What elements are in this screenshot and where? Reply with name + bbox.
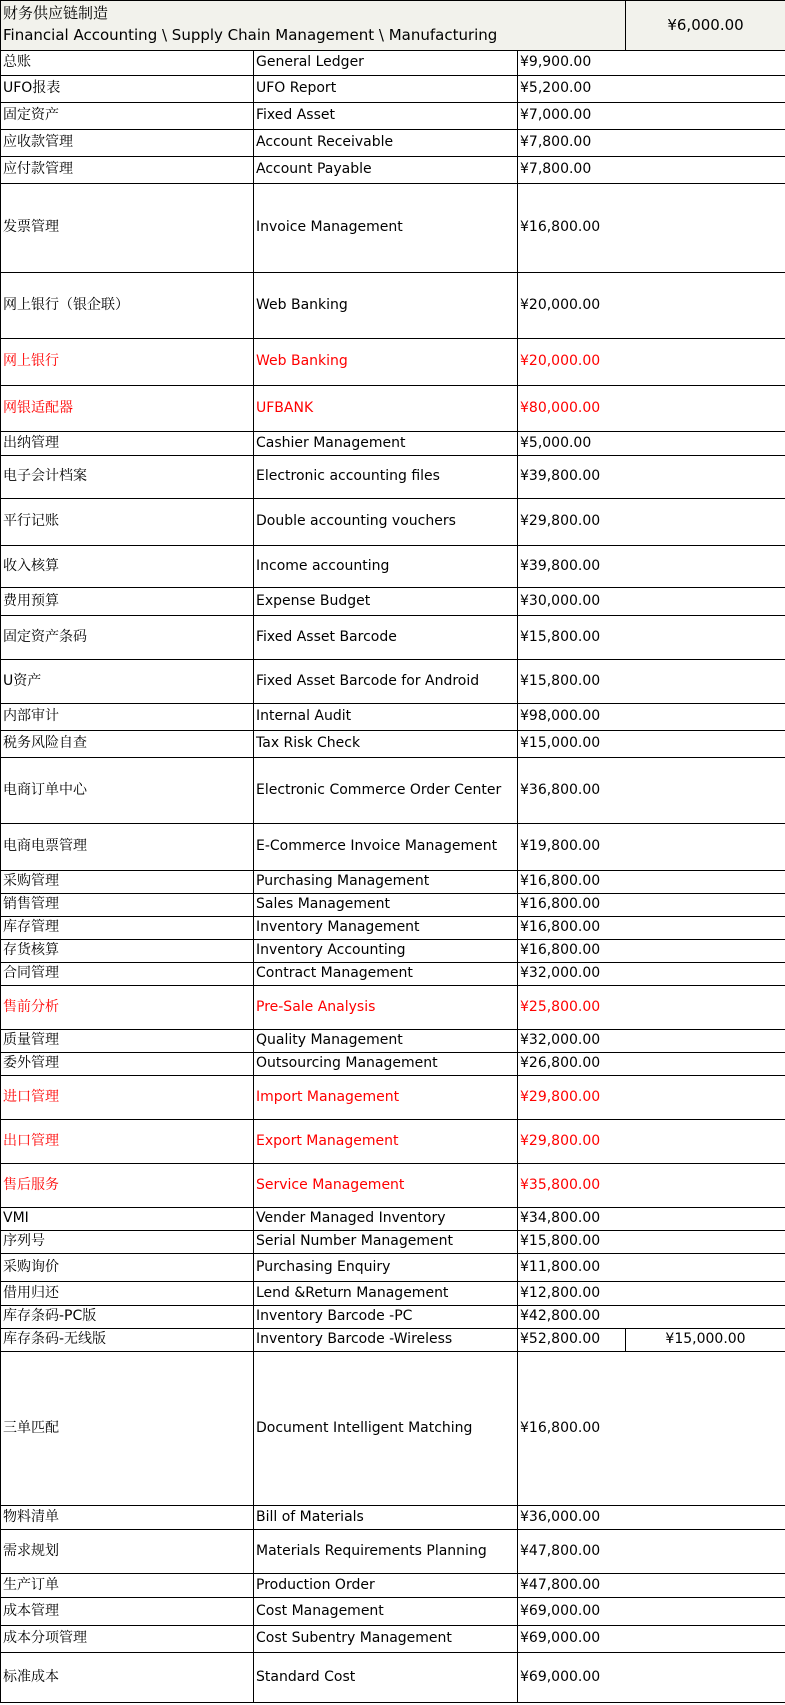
table-row (1, 731, 785, 758)
table-row (1, 1653, 785, 1703)
module-name-cn: 库存条码-PC版 (1, 1306, 254, 1329)
module-price: ¥69,000.00 (518, 1653, 785, 1703)
table-row (1, 917, 785, 940)
module-price: ¥42,800.00 (518, 1306, 785, 1329)
table-row (1, 616, 785, 660)
bundle-price: ¥6,000.00 (626, 1, 785, 51)
table-row (1, 1530, 785, 1574)
module-name-en: Standard Cost (254, 1653, 518, 1703)
module-name-en: Lend &Return Management (254, 1282, 518, 1306)
module-name-cn: 售前分析 (1, 986, 254, 1030)
module-name-en: Electronic accounting files (254, 456, 518, 499)
module-name-cn: 网银适配器 (1, 386, 254, 432)
module-name-cn: 网上银行（银企联） (1, 273, 254, 339)
module-name-en: Fixed Asset (254, 103, 518, 130)
module-name-en: Income accounting (254, 546, 518, 588)
table-row (1, 456, 785, 499)
module-price: ¥36,800.00 (518, 758, 785, 824)
module-price: ¥69,000.00 (518, 1598, 785, 1626)
module-name-en: Double accounting vouchers (254, 499, 518, 546)
module-name-cn: 物料清单 (1, 1506, 254, 1530)
module-name-cn: 网上银行 (1, 339, 254, 386)
module-price: ¥30,000.00 (518, 588, 785, 616)
table-row (1, 76, 785, 103)
table-row (1, 184, 785, 273)
module-name-cn: 库存条码-无线版 (1, 1329, 254, 1352)
table-row (1, 339, 785, 386)
module-name-cn: 费用预算 (1, 588, 254, 616)
module-price: ¥15,000.00 (518, 731, 785, 758)
module-name-en: Document Intelligent Matching (254, 1352, 518, 1506)
module-name-en: Production Order (254, 1574, 518, 1598)
module-price: ¥36,000.00 (518, 1506, 785, 1530)
table-row (1, 1329, 785, 1352)
module-name-en: Bill of Materials (254, 1506, 518, 1530)
module-name-cn: 售后服务 (1, 1164, 254, 1208)
module-name-cn: 应付款管理 (1, 157, 254, 184)
module-name-en: Export Management (254, 1120, 518, 1164)
module-name-cn: 销售管理 (1, 894, 254, 917)
module-price: ¥15,800.00 (518, 1231, 785, 1254)
module-name-cn: 委外管理 (1, 1053, 254, 1076)
module-name-en: Inventory Barcode -Wireless (254, 1329, 518, 1352)
module-name-en: UFO Report (254, 76, 518, 103)
extra-price: ¥15,000.00 (626, 1329, 785, 1352)
module-name-cn: 三单匹配 (1, 1352, 254, 1506)
module-price: ¥39,800.00 (518, 456, 785, 499)
module-price: ¥16,800.00 (518, 871, 785, 894)
module-name-cn: 发票管理 (1, 184, 254, 273)
module-name-cn: 采购管理 (1, 871, 254, 894)
module-price: ¥16,800.00 (518, 894, 785, 917)
module-price: ¥7,800.00 (518, 157, 785, 184)
module-name-en: Contract Management (254, 963, 518, 986)
module-name-cn: 内部审计 (1, 704, 254, 731)
module-name-cn: 平行记账 (1, 499, 254, 546)
module-name-en: Outsourcing Management (254, 1053, 518, 1076)
module-name-en: Purchasing Management (254, 871, 518, 894)
module-price: ¥47,800.00 (518, 1574, 785, 1598)
module-price: ¥20,000.00 (518, 273, 785, 339)
module-price: ¥16,800.00 (518, 1352, 785, 1506)
module-price: ¥98,000.00 (518, 704, 785, 731)
module-name-en: Quality Management (254, 1030, 518, 1053)
table-row (1, 103, 785, 130)
module-price: ¥29,800.00 (518, 1120, 785, 1164)
module-price: ¥9,900.00 (518, 51, 785, 76)
module-name-cn: 应收款管理 (1, 130, 254, 157)
table-row (1, 432, 785, 456)
table-row (1, 986, 785, 1030)
table-row (1, 758, 785, 824)
table-row (1, 963, 785, 986)
module-price: ¥39,800.00 (518, 546, 785, 588)
module-price: ¥15,800.00 (518, 616, 785, 660)
module-price: ¥5,200.00 (518, 76, 785, 103)
module-name-en: Fixed Asset Barcode (254, 616, 518, 660)
table-row (1, 1231, 785, 1254)
module-price: ¥29,800.00 (518, 1076, 785, 1120)
module-name-en: Internal Audit (254, 704, 518, 731)
header-title-cell (1, 1, 626, 51)
module-name-en: Sales Management (254, 894, 518, 917)
table-row (1, 1352, 785, 1506)
module-name-en: UFBANK (254, 386, 518, 432)
module-price: ¥7,800.00 (518, 130, 785, 157)
module-price: ¥20,000.00 (518, 339, 785, 386)
table-row (1, 704, 785, 731)
module-name-cn: 采购询价 (1, 1254, 254, 1282)
module-price: ¥25,800.00 (518, 986, 785, 1030)
module-name-cn: UFO报表 (1, 76, 254, 103)
module-name-en: Purchasing Enquiry (254, 1254, 518, 1282)
header-row (1, 1, 785, 51)
module-name-en: Materials Requirements Planning (254, 1530, 518, 1574)
module-name-en: Web Banking (254, 273, 518, 339)
module-price: ¥29,800.00 (518, 499, 785, 546)
module-name-en: Electronic Commerce Order Center (254, 758, 518, 824)
table-row (1, 1626, 785, 1653)
table-row (1, 1306, 785, 1329)
module-name-cn: 固定资产条码 (1, 616, 254, 660)
module-price: ¥32,000.00 (518, 1030, 785, 1053)
module-name-cn: 标准成本 (1, 1653, 254, 1703)
module-price: ¥11,800.00 (518, 1254, 785, 1282)
table-row (1, 1120, 785, 1164)
table-row (1, 1598, 785, 1626)
table-row (1, 1282, 785, 1306)
module-name-cn: 存货核算 (1, 940, 254, 963)
module-name-en: Cost Subentry Management (254, 1626, 518, 1653)
table-row (1, 824, 785, 871)
module-price: ¥12,800.00 (518, 1282, 785, 1306)
module-name-cn: 库存管理 (1, 917, 254, 940)
module-price: ¥16,800.00 (518, 940, 785, 963)
module-price: ¥34,800.00 (518, 1208, 785, 1231)
table-row (1, 871, 785, 894)
table-row (1, 51, 785, 76)
module-name-cn: 固定资产 (1, 103, 254, 130)
table-row (1, 130, 785, 157)
module-name-cn: 电子会计档案 (1, 456, 254, 499)
module-name-en: Inventory Barcode -PC (254, 1306, 518, 1329)
table-row (1, 660, 785, 704)
module-price: ¥35,800.00 (518, 1164, 785, 1208)
module-name-en: Serial Number Management (254, 1231, 518, 1254)
table-row (1, 588, 785, 616)
module-price: ¥16,800.00 (518, 184, 785, 273)
table-row (1, 157, 785, 184)
module-name-en: E-Commerce Invoice Management (254, 824, 518, 871)
module-name-cn: 税务风险自查 (1, 731, 254, 758)
module-price: ¥5,000.00 (518, 432, 785, 456)
table-row (1, 273, 785, 339)
table-row (1, 1053, 785, 1076)
module-name-en: Service Management (254, 1164, 518, 1208)
table-row (1, 1030, 785, 1053)
header-title-en: Financial Accounting \ Supply Chain Management \ Manufacturing (3, 25, 498, 44)
module-name-cn: VMI (1, 1208, 254, 1231)
module-name-en: General Ledger (254, 51, 518, 76)
module-name-en: Inventory Accounting (254, 940, 518, 963)
table-row (1, 1574, 785, 1598)
module-name-cn: 电商电票管理 (1, 824, 254, 871)
module-name-cn: 进口管理 (1, 1076, 254, 1120)
module-price: ¥32,000.00 (518, 963, 785, 986)
module-name-en: Account Receivable (254, 130, 518, 157)
module-price: ¥19,800.00 (518, 824, 785, 871)
module-name-en: Cost Management (254, 1598, 518, 1626)
table-row (1, 1254, 785, 1282)
table-row (1, 1164, 785, 1208)
table-row (1, 894, 785, 917)
price-table-body (1, 1, 785, 1703)
table-row (1, 1506, 785, 1530)
table-row (1, 940, 785, 963)
module-name-cn: 出口管理 (1, 1120, 254, 1164)
module-name-en: Web Banking (254, 339, 518, 386)
module-name-en: Account Payable (254, 157, 518, 184)
module-name-en: Pre-Sale Analysis (254, 986, 518, 1030)
module-price: ¥80,000.00 (518, 386, 785, 432)
module-name-cn: 收入核算 (1, 546, 254, 588)
module-price: ¥52,800.00 (518, 1329, 626, 1352)
table-row (1, 1076, 785, 1120)
table-row (1, 499, 785, 546)
module-price: ¥16,800.00 (518, 917, 785, 940)
module-name-cn: 生产订单 (1, 1574, 254, 1598)
module-name-en: Vender Managed Inventory (254, 1208, 518, 1231)
module-price: ¥15,800.00 (518, 660, 785, 704)
module-name-cn: U资产 (1, 660, 254, 704)
module-price: ¥26,800.00 (518, 1053, 785, 1076)
module-name-cn: 序列号 (1, 1231, 254, 1254)
module-price: ¥69,000.00 (518, 1626, 785, 1653)
module-name-en: Invoice Management (254, 184, 518, 273)
header-title-cn: 财务供应链制造 (3, 4, 109, 22)
module-name-cn: 成本分项管理 (1, 1626, 254, 1653)
module-name-cn: 出纳管理 (1, 432, 254, 456)
module-name-cn: 电商订单中心 (1, 758, 254, 824)
table-row (1, 1208, 785, 1231)
module-price: ¥47,800.00 (518, 1530, 785, 1574)
table-row (1, 386, 785, 432)
module-name-en: Cashier Management (254, 432, 518, 456)
table-row (1, 546, 785, 588)
module-name-cn: 质量管理 (1, 1030, 254, 1053)
module-name-cn: 总账 (1, 51, 254, 76)
module-name-en: Fixed Asset Barcode for Android (254, 660, 518, 704)
module-name-cn: 成本管理 (1, 1598, 254, 1626)
module-name-cn: 借用归还 (1, 1282, 254, 1306)
module-name-en: Import Management (254, 1076, 518, 1120)
module-name-en: Inventory Management (254, 917, 518, 940)
module-name-cn: 需求规划 (1, 1530, 254, 1574)
module-price: ¥7,000.00 (518, 103, 785, 130)
module-name-en: Tax Risk Check (254, 731, 518, 758)
module-name-cn: 合同管理 (1, 963, 254, 986)
module-name-en: Expense Budget (254, 588, 518, 616)
